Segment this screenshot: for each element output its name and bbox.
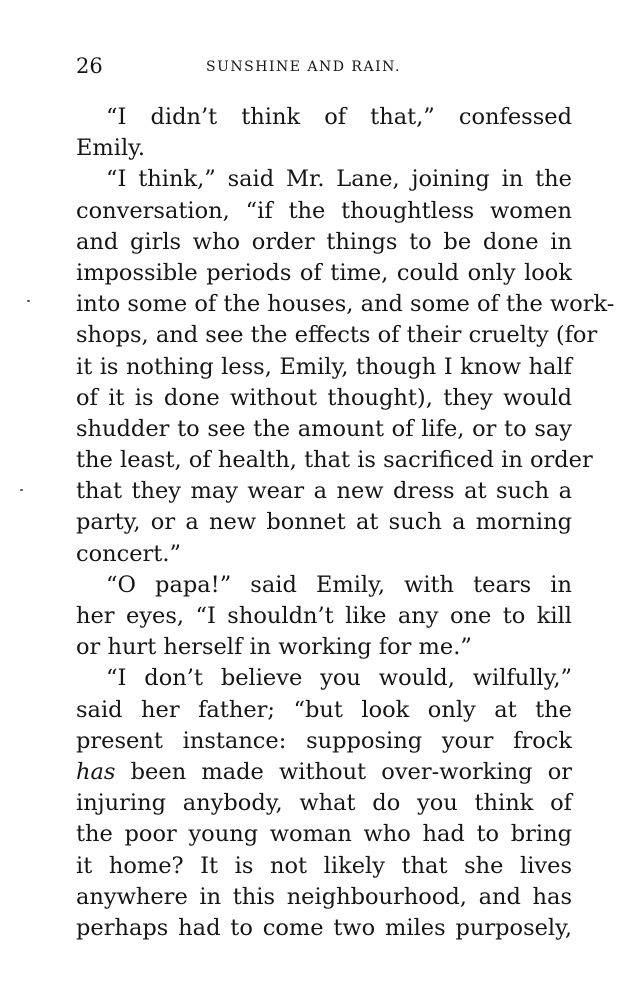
text-line: or hurt herself in working for me.” <box>76 634 472 661</box>
text-line: present instance: supposing your frock <box>76 727 572 754</box>
text-line: “I didn’t think of that,” confessed <box>106 104 572 130</box>
text-line: her eyes, “I shouldn’t like any one to kill <box>76 603 572 629</box>
text-line: shops, and see the effects of their cruelty (for <box>76 322 598 349</box>
text-line: concert.” <box>76 540 182 567</box>
text-line-rest: been made without over-working or <box>130 758 573 785</box>
body-text <box>76 102 615 944</box>
text-line: of it is done without thought), they would <box>76 384 572 411</box>
text-line: party, or a new bonnet at such a morning <box>76 509 572 536</box>
text-line: conversation, “if the thoughtless women <box>76 197 572 224</box>
text-line: injuring anybody, what do you think of <box>76 790 572 817</box>
text-line: perhaps had to come two miles purposely, <box>76 914 572 941</box>
text-line: it home? It is not likely that she lives <box>76 852 572 879</box>
running-head: SUNSHINE AND RAIN. <box>206 59 401 75</box>
page-header <box>76 54 576 84</box>
page-number: 26 <box>76 54 103 78</box>
print-speck <box>20 489 23 491</box>
text-line: “O papa!” said Emily, with tears in <box>106 571 572 598</box>
text-line: impossible periods of time, could only look <box>76 259 572 286</box>
text-line: and girls who order things to be done in <box>76 228 572 255</box>
print-speck <box>27 300 30 302</box>
text-line: into some of the houses, and some of the work- <box>76 291 615 318</box>
text-line: “I think,” said Mr. Lane, joining in the <box>106 166 572 193</box>
text-line: it is nothing less, Emily, though I know half <box>76 353 572 380</box>
text-line: Emily. <box>76 135 146 162</box>
text-line: “I don’t believe you would, wilfully,” <box>106 665 572 692</box>
text-line-with-emphasis <box>76 757 572 788</box>
text-line: said her father; “but look only at the <box>76 696 572 723</box>
text-line: the least, of health, that is sacrificed in order <box>76 447 593 474</box>
text-line: the poor young woman who had to bring <box>76 821 572 848</box>
text-line: anywhere in this neighbourhood, and has <box>76 883 572 910</box>
emphasized-word: has <box>76 758 116 785</box>
text-line: shudder to see the amount of life, or to say <box>76 415 572 442</box>
text-line: that they may wear a new dress at such a <box>76 478 572 505</box>
